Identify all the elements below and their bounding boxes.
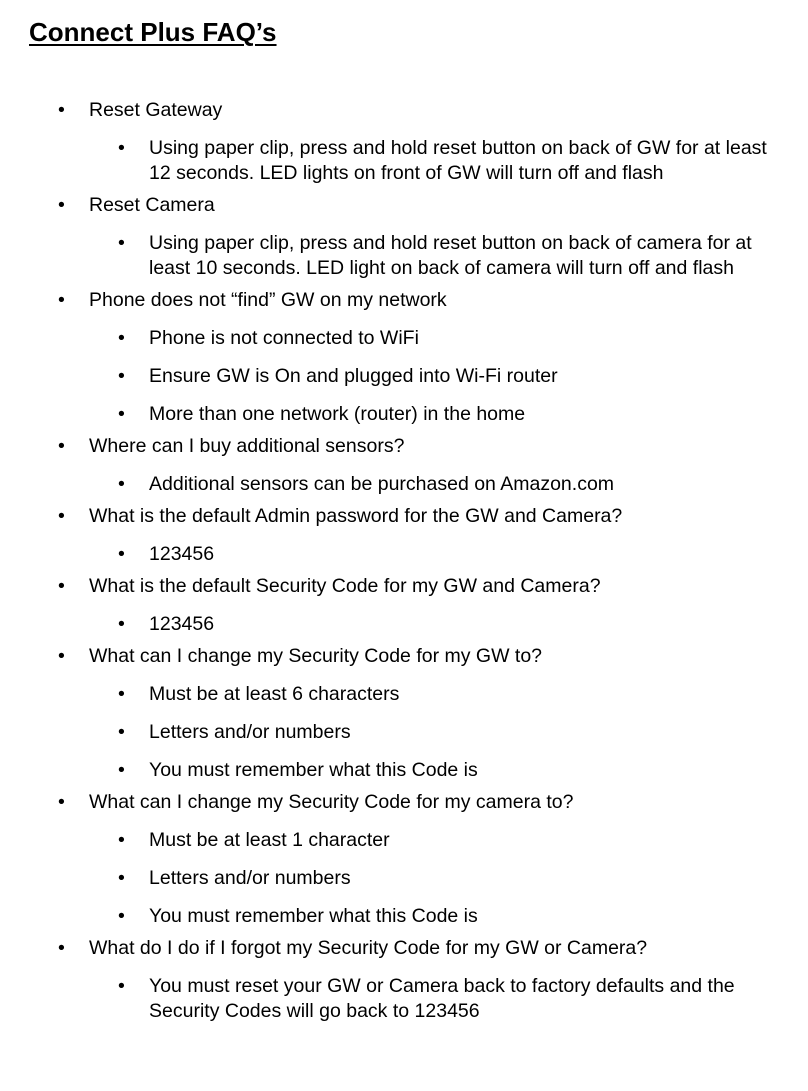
faq-question: Reset Gateway <box>89 99 223 121</box>
faq-answer-text: 123456 <box>149 543 215 565</box>
bullet-icon: • <box>118 232 125 254</box>
faq-answer <box>89 402 808 427</box>
faq-question-row <box>58 288 808 313</box>
faq-question-row <box>58 504 808 529</box>
faq-answer <box>89 231 808 281</box>
bullet-icon: • <box>118 137 125 159</box>
faq-question-row <box>58 936 808 961</box>
faq-answer-text: More than one network (router) in the home <box>149 403 526 425</box>
bullet-icon: • <box>58 99 65 121</box>
faq-answer-text: 123456 <box>149 613 215 635</box>
bullet-icon: • <box>118 975 125 997</box>
faq-question: Reset Camera <box>89 194 215 216</box>
faq-item <box>0 644 808 783</box>
faq-answer <box>89 904 808 929</box>
faq-answer <box>89 612 808 637</box>
faq-answer <box>89 682 808 707</box>
faq-question: What can I change my Security Code for my GW to? <box>89 645 543 667</box>
bullet-icon: • <box>118 867 125 889</box>
bullet-icon: • <box>118 759 125 781</box>
faq-answer-text: Letters and/or numbers <box>149 721 351 743</box>
faq-answer-text: Using paper clip, press and hold reset button on back of GW for at least 12 seconds. LED lights on front of GW will turn off and flash <box>149 137 767 184</box>
bullet-icon: • <box>58 194 65 216</box>
faq-question: Phone does not “find” GW on my network <box>89 289 447 311</box>
bullet-icon: • <box>118 721 125 743</box>
faq-answers <box>89 472 808 497</box>
faq-item <box>0 790 808 929</box>
faq-question: What is the default Admin password for the GW and Camera? <box>89 505 623 527</box>
bullet-icon: • <box>118 403 125 425</box>
bullet-icon: • <box>58 575 65 597</box>
faq-answer-text: You must reset your GW or Camera back to factory defaults and the Security Codes will go back to 123456 <box>149 975 735 1022</box>
faq-item <box>0 936 808 1024</box>
faq-question: What do I do if I forgot my Security Code for my GW or Camera? <box>89 937 648 959</box>
faq-answer-text: Must be at least 6 characters <box>149 683 400 705</box>
faq-answer-text: Additional sensors can be purchased on Amazon.com <box>149 473 615 495</box>
faq-answers <box>89 828 808 929</box>
faq-answer <box>89 542 808 567</box>
page-title: Connect Plus FAQ’s <box>29 17 277 47</box>
faq-answers <box>89 682 808 783</box>
bullet-icon: • <box>118 327 125 349</box>
faq-item <box>0 193 808 281</box>
bullet-icon: • <box>118 905 125 927</box>
bullet-icon: • <box>58 645 65 667</box>
faq-question: What is the default Security Code for my GW and Camera? <box>89 575 601 597</box>
bullet-icon: • <box>118 473 125 495</box>
faq-answers <box>89 542 808 567</box>
bullet-icon: • <box>58 791 65 813</box>
faq-item <box>0 434 808 497</box>
faq-item <box>0 574 808 637</box>
faq-question: Where can I buy additional sensors? <box>89 435 405 457</box>
faq-question-row <box>58 193 808 218</box>
faq-answer <box>89 472 808 497</box>
faq-answer <box>89 720 808 745</box>
faq-item <box>0 288 808 427</box>
faq-answer-text: Phone is not connected to WiFi <box>149 327 419 349</box>
faq-answer-text: Ensure GW is On and plugged into Wi-Fi router <box>149 365 558 387</box>
faq-question-row <box>58 644 808 669</box>
bullet-icon: • <box>118 683 125 705</box>
bullet-icon: • <box>118 829 125 851</box>
faq-answer <box>89 828 808 853</box>
faq-question-row <box>58 574 808 599</box>
faq-list <box>0 98 808 1024</box>
faq-answer <box>89 326 808 351</box>
faq-question-row <box>58 98 808 123</box>
bullet-icon: • <box>58 937 65 959</box>
faq-answer <box>89 758 808 783</box>
faq-answers <box>89 136 808 186</box>
bullet-icon: • <box>58 505 65 527</box>
faq-answers <box>89 231 808 281</box>
faq-answers <box>89 326 808 427</box>
faq-question-row <box>58 434 808 459</box>
bullet-icon: • <box>58 435 65 457</box>
bullet-icon: • <box>118 543 125 565</box>
faq-question-row <box>58 790 808 815</box>
faq-answer <box>89 136 808 186</box>
faq-answer-text: Letters and/or numbers <box>149 867 351 889</box>
faq-item <box>0 98 808 186</box>
faq-answer-text: You must remember what this Code is <box>149 905 478 927</box>
faq-answer-text: Must be at least 1 character <box>149 829 390 851</box>
faq-question: What can I change my Security Code for my camera to? <box>89 791 574 813</box>
faq-answer-text: Using paper clip, press and hold reset button on back of camera for at least 10 seconds. LED light on back of camera will turn off and flash <box>149 232 752 279</box>
bullet-icon: • <box>118 365 125 387</box>
faq-answer <box>89 364 808 389</box>
bullet-icon: • <box>118 613 125 635</box>
faq-answer <box>89 974 808 1024</box>
faq-item <box>0 504 808 567</box>
faq-answers <box>89 612 808 637</box>
faq-answer-text: You must remember what this Code is <box>149 759 478 781</box>
faq-answers <box>89 974 808 1024</box>
bullet-icon: • <box>58 289 65 311</box>
faq-answer <box>89 866 808 891</box>
